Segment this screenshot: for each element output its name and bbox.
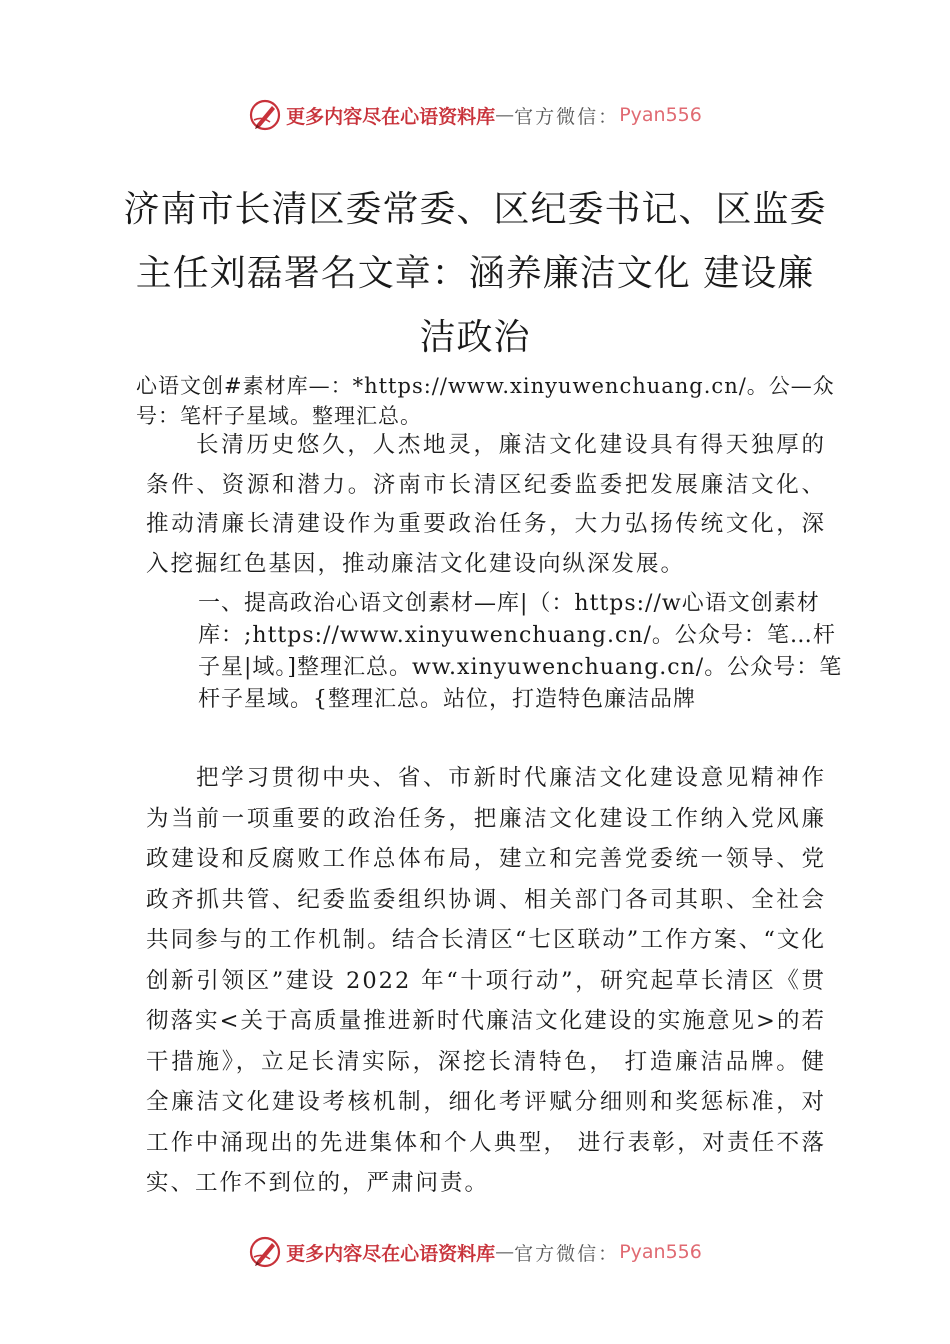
banner-wechat-id: Pyan556	[619, 104, 702, 126]
pen-logo-icon	[248, 1235, 282, 1269]
article-title: 济南市长清区委常委、区纪委书记、区监委主任刘磊署名文章：涵养廉洁文化 建设廉洁政治	[123, 189, 827, 358]
banner-dash: —	[495, 104, 515, 126]
paragraph-intro: 长清历史悠久，人杰地灵，廉洁文化建设具有得天独厚的条件、资源和潜力。济南市长清区纪委监委把发展廉洁文化、推动清廉长清建设作为重要政治任务，大力弘扬传统文化，深入挖掘红色基因，推动廉洁文化建设向纵深发展。	[146, 432, 826, 577]
banner-wechat-id: Pyan556	[619, 1241, 702, 1263]
banner-brand-text: 更多内容尽在心语资料库	[286, 1242, 496, 1265]
pen-logo-icon	[248, 98, 282, 132]
banner-wechat-label: 官方微信：	[514, 105, 620, 128]
banner-brand-text: 更多内容尽在心语资料库	[286, 105, 496, 128]
footer-banner	[0, 1232, 950, 1272]
section-heading-1: 一、提高政治心语文创素材—库|（：https://w心语文创素材库：;https://www.xinyuwenchuang.cn/。公众号：笔…杆子星|域。]整理汇总。ww.xinyuwenchuang.cn/。公众号：笔杆子星域。{整理汇总。站位，打造特色廉洁品牌	[198, 591, 843, 712]
header-banner	[0, 95, 950, 135]
banner-wechat-label: 官方微信：	[514, 1242, 620, 1265]
paragraph-body: 把学习贯彻中央、省、市新时代廉洁文化建设意见精神作为当前一项重要的政治任务，把廉洁文化建设工作纳入党风廉政建设和反腐败工作总体布局，建立和完善党委统一领导、党政齐抓共管、纪委监委组织协调、相关部门各司其职、全社会共同参与的工作机制。结合长清区“七区联动”工作方案、“文化创新引领区”建设 2022 年“十项行动”，研究起草长清区《贯彻落实<关于高质量推进新时代廉洁文化建设的实施意见>的若干措施》，立足长清实际，深挖长清特色， 打造廉洁品牌。健全廉洁文化建设考核机制，细化考评赋分细则和奖惩标准，对工作中涌现出的先进集体和个人典型， 进行表彰，对责任不落实、工作不到位的，严肃问责。	[146, 765, 826, 1196]
banner-dash: —	[495, 1241, 515, 1263]
source-line: 心语文创#素材库—：*https://www.xinyuwenchuang.cn/。公—众号：笔杆子星域。整理汇总。	[136, 374, 835, 428]
